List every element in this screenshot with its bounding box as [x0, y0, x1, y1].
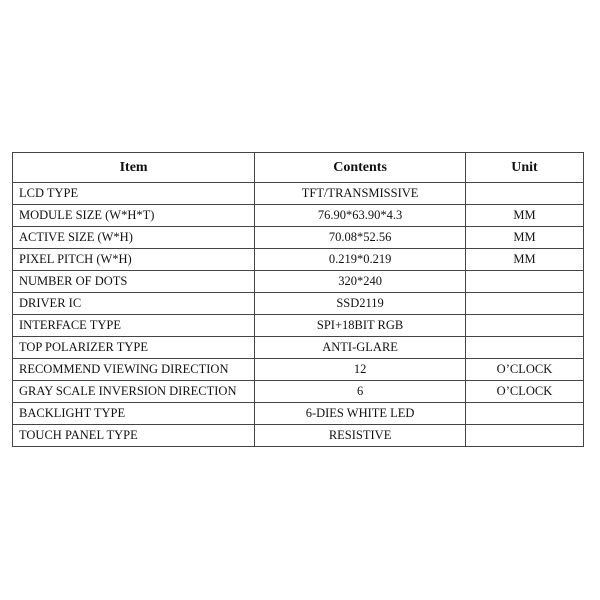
row-contents: 6-DIES WHITE LED: [255, 403, 466, 425]
row-unit: [465, 183, 583, 205]
row-unit: [465, 315, 583, 337]
table-row: [13, 227, 584, 249]
row-item: DRIVER IC: [13, 293, 255, 315]
table-row: [13, 271, 584, 293]
row-unit: MM: [465, 249, 583, 271]
row-contents: 0.219*0.219: [255, 249, 466, 271]
row-unit: O’CLOCK: [465, 359, 583, 381]
row-unit: [465, 403, 583, 425]
row-contents: 320*240: [255, 271, 466, 293]
table-row: [13, 359, 584, 381]
row-item: GRAY SCALE INVERSION DIRECTION: [13, 381, 255, 403]
row-unit: [465, 271, 583, 293]
header-unit: Unit: [465, 153, 583, 183]
row-item: INTERFACE TYPE: [13, 315, 255, 337]
row-item: ACTIVE SIZE (W*H): [13, 227, 255, 249]
row-unit: O’CLOCK: [465, 381, 583, 403]
row-item: RECOMMEND VIEWING DIRECTION: [13, 359, 255, 381]
row-contents: RESISTIVE: [255, 425, 466, 447]
table-row: [13, 249, 584, 271]
row-unit: [465, 337, 583, 359]
row-contents: 6: [255, 381, 466, 403]
table-header-row: [13, 153, 584, 183]
spec-table: [12, 152, 584, 447]
table-row: [13, 205, 584, 227]
row-unit: [465, 425, 583, 447]
row-contents: TFT/TRANSMISSIVE: [255, 183, 466, 205]
table-row: [13, 337, 584, 359]
row-contents: ANTI-GLARE: [255, 337, 466, 359]
row-item: TOUCH PANEL TYPE: [13, 425, 255, 447]
table-row: [13, 183, 584, 205]
row-contents: 12: [255, 359, 466, 381]
row-item: NUMBER OF DOTS: [13, 271, 255, 293]
row-item: BACKLIGHT TYPE: [13, 403, 255, 425]
row-contents: SSD2119: [255, 293, 466, 315]
table-row: [13, 315, 584, 337]
row-item: LCD TYPE: [13, 183, 255, 205]
header-item: Item: [13, 153, 255, 183]
row-unit: MM: [465, 205, 583, 227]
row-item: MODULE SIZE (W*H*T): [13, 205, 255, 227]
table-row: [13, 425, 584, 447]
row-unit: MM: [465, 227, 583, 249]
row-item: TOP POLARIZER TYPE: [13, 337, 255, 359]
row-contents: SPI+18BIT RGB: [255, 315, 466, 337]
row-contents: 70.08*52.56: [255, 227, 466, 249]
row-unit: [465, 293, 583, 315]
row-contents: 76.90*63.90*4.3: [255, 205, 466, 227]
row-item: PIXEL PITCH (W*H): [13, 249, 255, 271]
header-contents: Contents: [255, 153, 466, 183]
table-row: [13, 381, 584, 403]
table-row: [13, 293, 584, 315]
table-row: [13, 403, 584, 425]
